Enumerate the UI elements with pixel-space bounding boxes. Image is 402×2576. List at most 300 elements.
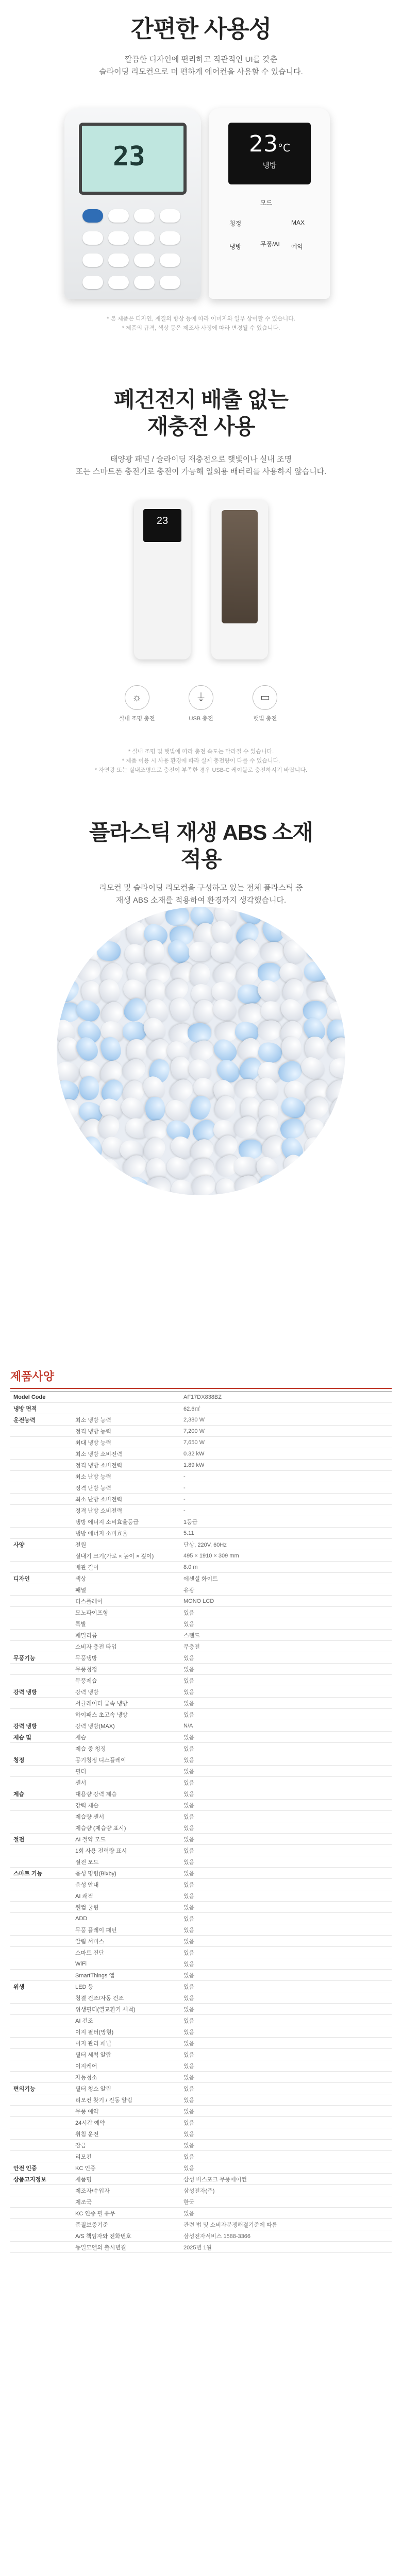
spec-row <box>10 1743 392 1754</box>
spec-row <box>10 1788 392 1800</box>
spec-value: 있음 <box>180 1686 392 1698</box>
spec-item: 배관 길이 <box>72 1562 180 1573</box>
pellet <box>188 1023 212 1043</box>
spec-row <box>10 1924 392 1936</box>
spec-category <box>10 1426 72 1437</box>
spec-row <box>10 1981 392 1992</box>
spec-item: 제조국 <box>72 2196 180 2208</box>
spec-row <box>10 2151 392 2162</box>
spec-value: 있음 <box>180 1879 392 1890</box>
spec-category <box>10 1970 72 1981</box>
solar-panel <box>222 510 258 623</box>
spec-row <box>10 1936 392 1947</box>
spec-row <box>10 1448 392 1460</box>
spec-category <box>10 2140 72 2151</box>
spec-category <box>10 1460 72 1471</box>
spec-item: 자동청소 <box>72 2072 180 2083</box>
spec-row <box>10 1437 392 1448</box>
spec-item: 필터 청소 알림 <box>72 2083 180 2094</box>
spec-category <box>10 1664 72 1675</box>
spec-item: AI 건조 <box>72 2015 180 2026</box>
spec-category: 위생 <box>10 1981 72 1992</box>
spec-value: 있음 <box>180 1766 392 1777</box>
spec-row <box>10 2208 392 2219</box>
spec-category: 디자인 <box>10 1573 72 1584</box>
pellet <box>237 1001 264 1026</box>
pellet <box>304 961 328 982</box>
spec-item: 청결 건조/자동 건조 <box>72 1992 180 2004</box>
spec-value: 한국 <box>180 2196 392 2208</box>
spec-item: 스마트 진단 <box>72 1947 180 1958</box>
charge-method <box>175 685 227 722</box>
spec-category <box>10 2106 72 2117</box>
spec-category <box>10 1471 72 1482</box>
spec-value: 있음 <box>180 1981 392 1992</box>
spec-value: 있음 <box>180 1777 392 1788</box>
spec-item: 제습 중 청정 <box>72 1743 180 1754</box>
spec-row <box>10 1652 392 1664</box>
spec-item: 공기청정 디스플레이 <box>72 1754 180 1766</box>
spec-row <box>10 1879 392 1890</box>
spec-value: 있음 <box>180 2106 392 2117</box>
spec-item: AI 쾌적 <box>72 1890 180 1902</box>
spec-table <box>10 1391 392 2253</box>
spec-row <box>10 1902 392 1913</box>
spec-category <box>10 1902 72 1913</box>
spec-value: 5.11 <box>180 1528 392 1539</box>
pellet <box>144 940 164 964</box>
spec-category <box>10 1947 72 1958</box>
pellet <box>284 1180 308 1195</box>
spec-value: 있음 <box>180 1664 392 1675</box>
spec-category: 제습 <box>10 1788 72 1800</box>
power-button <box>82 209 103 223</box>
spec-row <box>10 1403 392 1414</box>
spec-category <box>10 1743 72 1754</box>
charge-method <box>111 685 163 722</box>
pellet <box>208 940 237 966</box>
spec-value: N/A <box>180 1720 392 1732</box>
spec-value: 있음 <box>180 2151 392 2162</box>
hero2-note: * 실내 조명 및 햇빛에 따라 충전 속도는 달라질 수 있습니다. * 제품 이용 시 사용 환경에 따라 실제 충전량이 다를 수 있습니다. * 자연광 또는 실내조명으로 충전이 부족한 경우 USB-C 케이블로 충전하시기 바랍니다. <box>94 749 308 773</box>
spec-row <box>10 1505 392 1516</box>
pellet <box>193 999 214 1025</box>
spec-category <box>10 1913 72 1924</box>
spec-item: 색상 <box>72 1573 180 1584</box>
spec-item: 리모컨 <box>72 2151 180 2162</box>
spec-item: 알림 서비스 <box>72 1936 180 1947</box>
pellet <box>146 1177 171 1195</box>
spec-row <box>10 1822 392 1834</box>
spec-row <box>10 1675 392 1686</box>
spec-category <box>10 2219 72 2230</box>
spec-item: 위생필터(열교환기 세척) <box>72 2004 180 2015</box>
spec-item: 음성 안내 <box>72 1879 180 1890</box>
spec-category: 청정 <box>10 1754 72 1766</box>
spec-category <box>10 2004 72 2015</box>
spec-value: 있음 <box>180 2083 392 2094</box>
pellet <box>210 996 240 1024</box>
spec-category <box>10 2185 72 2196</box>
spec-value: 있음 <box>180 2128 392 2140</box>
spec-row <box>10 1482 392 1494</box>
screen-mode: 냉방 <box>262 161 277 170</box>
spec-category <box>10 1675 72 1686</box>
purify-button-label: 청정 <box>229 220 242 227</box>
spec-item: A/S 책임자와 전화번호 <box>72 2230 180 2242</box>
spec-item: 무풍 플레이 패턴 <box>72 1924 180 1936</box>
spec-row <box>10 1720 392 1732</box>
spec-value: 있음 <box>180 2208 392 2219</box>
spec-item: 냉방 에너지 소비효율등급 <box>72 1516 180 1528</box>
spec-category <box>10 1584 72 1596</box>
lcd-temperature: 23 <box>113 141 145 172</box>
spec-category <box>10 1958 72 1970</box>
spec-row <box>10 1709 392 1720</box>
spec-category <box>10 2151 72 2162</box>
spec-value: 있음 <box>180 2049 392 2060</box>
spec-category: 제습 및 <box>10 1732 72 1743</box>
spec-item: ADD <box>72 1913 180 1924</box>
spec-category <box>10 1562 72 1573</box>
spec-value: 삼성전자(주) <box>180 2185 392 2196</box>
spec-value: - <box>180 1505 392 1516</box>
spec-category <box>10 1822 72 1834</box>
spec-item: SmartThings 앱 <box>72 1970 180 1981</box>
spec-value: 단상, 220V, 60Hz <box>180 1539 392 1550</box>
spec-row <box>10 1732 392 1743</box>
spec-item: 정격 난방 소비전력 <box>72 1505 180 1516</box>
spec-item: 절전 모드 <box>72 1856 180 1868</box>
spec-category <box>10 1505 72 1516</box>
spec-category <box>10 1550 72 1562</box>
spec-row <box>10 2230 392 2242</box>
spec-row <box>10 1958 392 1970</box>
spec-value: 1.89 kW <box>180 1460 392 1471</box>
spec-value: 있음 <box>180 2060 392 2072</box>
remote-key <box>82 253 103 267</box>
spec-item: AI 절약 모드 <box>72 1834 180 1845</box>
spec-value: 있음 <box>180 1902 392 1913</box>
spec-value: 있음 <box>180 1698 392 1709</box>
remote-key <box>108 231 129 245</box>
spec-category: 스마트 기능 <box>10 1868 72 1879</box>
spec-value: - <box>180 1482 392 1494</box>
spec-item: 하이패스 초고속 냉방 <box>72 1709 180 1720</box>
white-remote <box>134 500 191 659</box>
spec-item: 특발 <box>72 1618 180 1630</box>
spec-value: 있음 <box>180 1607 392 1618</box>
spec-category <box>10 1879 72 1890</box>
spec-item: 음성 명령(Bixby) <box>72 1868 180 1879</box>
spec-row <box>10 1460 392 1471</box>
spec-item: 이지케어 <box>72 2060 180 2072</box>
spec-row <box>10 1698 392 1709</box>
spec-value: 있음 <box>180 1675 392 1686</box>
spec-value: 있음 <box>180 2015 392 2026</box>
pellet <box>233 1156 258 1177</box>
hero-rechargeable <box>0 355 402 799</box>
remote-key <box>160 209 180 223</box>
spec-item: 제습량 센서 <box>72 1811 180 1822</box>
spec-row <box>10 1414 392 1426</box>
pellet <box>123 1022 146 1041</box>
spec-item: 제품명 <box>72 2174 180 2185</box>
spec-value: - <box>180 1471 392 1482</box>
hero2-title: 폐건전지 배출 없는 재충전 사용 <box>114 387 288 438</box>
spec-value: 있음 <box>180 2038 392 2049</box>
remote-key <box>134 231 155 245</box>
spec-item: 무풍제습 <box>72 1675 180 1686</box>
spec-value: 있음 <box>180 1958 392 1970</box>
remote-key <box>82 231 103 245</box>
spec-category <box>10 1709 72 1720</box>
pellet <box>281 921 305 942</box>
spec-category <box>10 2072 72 2083</box>
spec-value: 7,200 W <box>180 1426 392 1437</box>
spec-value: 8.0 m <box>180 1562 392 1573</box>
spec-category: 운전능력 <box>10 1414 72 1426</box>
spec-row <box>10 2185 392 2196</box>
spec-row <box>10 2162 392 2174</box>
spec-row <box>10 1573 392 1584</box>
spec-category <box>10 1494 72 1505</box>
charge-method-label: 햇빛 충전 <box>253 716 277 722</box>
spec-category <box>10 1698 72 1709</box>
spec-value: 7,650 W <box>180 1437 392 1448</box>
spec-value: MONO LCD <box>180 1596 392 1607</box>
spec-category: 강력 냉방 <box>10 1720 72 1732</box>
spec-category: 편의기능 <box>10 2083 72 2094</box>
spec-category: 강력 냉방 <box>10 1686 72 1698</box>
spec-row <box>10 1596 392 1607</box>
spec-category <box>10 2128 72 2140</box>
pellet <box>329 1058 345 1079</box>
spec-category <box>10 1845 72 1856</box>
spec-row <box>10 1913 392 1924</box>
spec-category <box>10 1607 72 1618</box>
spec-value: 있음 <box>180 1754 392 1766</box>
timer-button-label: 예약 <box>291 243 304 250</box>
pellet <box>258 940 286 964</box>
spec-row <box>10 2140 392 2151</box>
spec-row <box>10 2004 392 2015</box>
remote-key <box>160 231 180 245</box>
spec-category <box>10 1890 72 1902</box>
spec-item: 정격 냉방 소비전력 <box>72 1460 180 1471</box>
spec-item: 모노파이프형 <box>72 1607 180 1618</box>
spec-item: 최소 냉방 소비전력 <box>72 1448 180 1460</box>
remote-key <box>160 276 180 289</box>
hero1-note: * 본 제품은 디자인, 재질의 향상 등에 따라 이미지와 일부 상이할 수 있습니다. * 제품의 규격, 색상 등은 제조사 사정에 따라 변경될 수 있습니다. <box>107 316 295 331</box>
spec-item: 제습 <box>72 1732 180 1743</box>
spec-item: 이지 관리 패널 <box>72 2038 180 2049</box>
spec-value: - <box>180 1494 392 1505</box>
spec-category <box>10 1856 72 1868</box>
spec-item: 최소 난방 능력 <box>72 1471 180 1482</box>
spec-value: 2,380 W <box>180 1414 392 1426</box>
hero2-desc: 태양광 패널 / 슬라이딩 재충전으로 햇빛이나 실내 조명 또는 스마트폰 충전기로 충전이 가능해 일회용 배터리를 사용하지 않습니다. <box>75 455 327 476</box>
battery-icon: ▭ <box>253 685 277 710</box>
spec-value: 있음 <box>180 1845 392 1856</box>
windfree-button-label: 무풍/AI <box>260 241 280 248</box>
spec-row <box>10 1664 392 1675</box>
remote-lcd <box>79 123 187 195</box>
spec-category <box>10 2208 72 2219</box>
spec-row <box>10 2196 392 2208</box>
spec-row <box>10 1641 392 1652</box>
spec-item: 소비자 충전 타입 <box>72 1641 180 1652</box>
spec-row <box>10 2049 392 2060</box>
spec-value: 관련 법 및 소비자분쟁해결기준에 따름 <box>180 2219 392 2230</box>
screen-unit: °C <box>278 142 290 154</box>
spec-value: 있음 <box>180 1856 392 1868</box>
spec-value: 에센셜 화이트 <box>180 1573 392 1584</box>
spec-category <box>10 1800 72 1811</box>
spec-row <box>10 1868 392 1879</box>
spec-row <box>10 1686 392 1698</box>
pellet <box>79 1076 99 1100</box>
spec-value: 있음 <box>180 1800 392 1811</box>
spec-row <box>10 1426 392 1437</box>
spec-item: 서큘레이터 급속 냉방 <box>72 1698 180 1709</box>
spec-category: 절전 <box>10 1834 72 1845</box>
spec-row <box>10 1947 392 1958</box>
mode-button-label: 모드 <box>260 199 273 207</box>
spec-row <box>10 1528 392 1539</box>
spec-category <box>10 1766 72 1777</box>
charge-method-label: USB 충전 <box>189 716 213 722</box>
pellet <box>280 937 308 967</box>
spec-value: 0.32 kW <box>180 1448 392 1460</box>
spec-value: 62.6㎡ <box>180 1403 392 1414</box>
spec-value: 있음 <box>180 2140 392 2151</box>
spec-item: 대용량 강력 제습 <box>72 1788 180 1800</box>
spec-row <box>10 1845 392 1856</box>
spec-item: 잠금 <box>72 2140 180 2151</box>
charging-icons <box>0 685 402 722</box>
spec-category <box>10 1777 72 1788</box>
hero1-title: 간편한 사용성 <box>130 15 272 42</box>
pellet <box>164 907 190 927</box>
spec-row <box>10 2060 392 2072</box>
spec-item: 센서 <box>72 1777 180 1788</box>
spec-row <box>10 1856 392 1868</box>
spec-item: 무풍청정 <box>72 1664 180 1675</box>
spec-value: 있음 <box>180 2072 392 2083</box>
remote-key <box>160 253 180 267</box>
spec-category <box>10 1482 72 1494</box>
spec-item: 필터 <box>72 1766 180 1777</box>
spec-row <box>10 2038 392 2049</box>
spec-category <box>10 1448 72 1460</box>
spec-item: 필터 세척 알람 <box>72 2049 180 2060</box>
pellet <box>96 941 121 961</box>
spec-value: 있음 <box>180 2162 392 2174</box>
sun-icon: ☼ <box>125 685 149 710</box>
spec-category: 사양 <box>10 1539 72 1550</box>
spec-item: 정격 난방 능력 <box>72 1482 180 1494</box>
spec-row <box>10 2026 392 2038</box>
spec-item: 동일모델의 출시년월 <box>72 2242 180 2253</box>
spec-value: 있음 <box>180 1936 392 1947</box>
spec-value: 있음 <box>180 1947 392 1958</box>
spec-category <box>10 1528 72 1539</box>
spec-value: 있음 <box>180 1992 392 2004</box>
spec-row <box>10 2117 392 2128</box>
recycled-pellets-image <box>57 907 345 1195</box>
pellet <box>57 1140 77 1159</box>
spec-category <box>10 1630 72 1641</box>
spec-item: 1회 사용 전력량 표시 <box>72 1845 180 1856</box>
remote-pair-image <box>0 500 402 670</box>
spec-item: 패널 <box>72 1584 180 1596</box>
wind-free-remote <box>64 108 201 299</box>
remote-key <box>108 276 129 289</box>
spec-item: 강력 냉방 <box>72 1686 180 1698</box>
spec-category <box>10 1992 72 2004</box>
pellet <box>257 1040 284 1064</box>
spec-row <box>10 1550 392 1562</box>
spec-item: 웰컴 쿨링 <box>72 1902 180 1913</box>
spec-item: 최소 냉방 능력 <box>72 1414 180 1426</box>
spec-value: 있음 <box>180 1743 392 1754</box>
spec-row <box>10 1754 392 1766</box>
spec-value: 있음 <box>180 2094 392 2106</box>
spec-value: 있음 <box>180 2117 392 2128</box>
spec-category <box>10 1516 72 1528</box>
hero-recycled-abs <box>0 799 402 1360</box>
spec-row <box>10 1607 392 1618</box>
charge-method <box>239 685 291 722</box>
spec-value: 있음 <box>180 1970 392 1981</box>
spec-row <box>10 1516 392 1528</box>
spec-category <box>10 2026 72 2038</box>
spec-item: 패밀리룸 <box>72 1630 180 1641</box>
spec-item: 디스플레이 <box>72 1596 180 1607</box>
spec-item: KC 인증 필 유무 <box>72 2208 180 2219</box>
remote-key <box>134 276 155 289</box>
spec-category <box>10 1924 72 1936</box>
spec-row <box>10 1562 392 1573</box>
white-remote-screen: 23 <box>143 509 181 542</box>
screen-temperature: 23 <box>249 131 278 157</box>
spec-title: 제품사양 <box>10 1368 392 1389</box>
pellet <box>145 1096 165 1121</box>
spec-category <box>10 1936 72 1947</box>
charge-method-label: 실내 조명 충전 <box>119 716 155 722</box>
spec-row <box>10 1800 392 1811</box>
spec-row <box>10 2072 392 2083</box>
spec-category: 안전 인증 <box>10 2162 72 2174</box>
spec-item <box>72 1392 180 1403</box>
spec-value: 유광 <box>180 1584 392 1596</box>
remote-key <box>134 209 155 223</box>
spec-item: 24시간 예약 <box>72 2117 180 2128</box>
spec-category <box>10 2230 72 2242</box>
spec-row <box>10 2094 392 2106</box>
spec-category <box>10 2015 72 2026</box>
spec-row <box>10 1630 392 1641</box>
spec-item: 강력 제습 <box>72 1800 180 1811</box>
spec-row <box>10 1777 392 1788</box>
hero3-title: 플라스틱 재생 ABS 소재 적용 <box>89 820 313 871</box>
max-button-label: MAX <box>291 219 305 226</box>
spec-row <box>10 1970 392 1981</box>
spec-category: 상품고지정보 <box>10 2174 72 2185</box>
spec-category: 냉방 면적 <box>10 1403 72 1414</box>
spec-category <box>10 1618 72 1630</box>
